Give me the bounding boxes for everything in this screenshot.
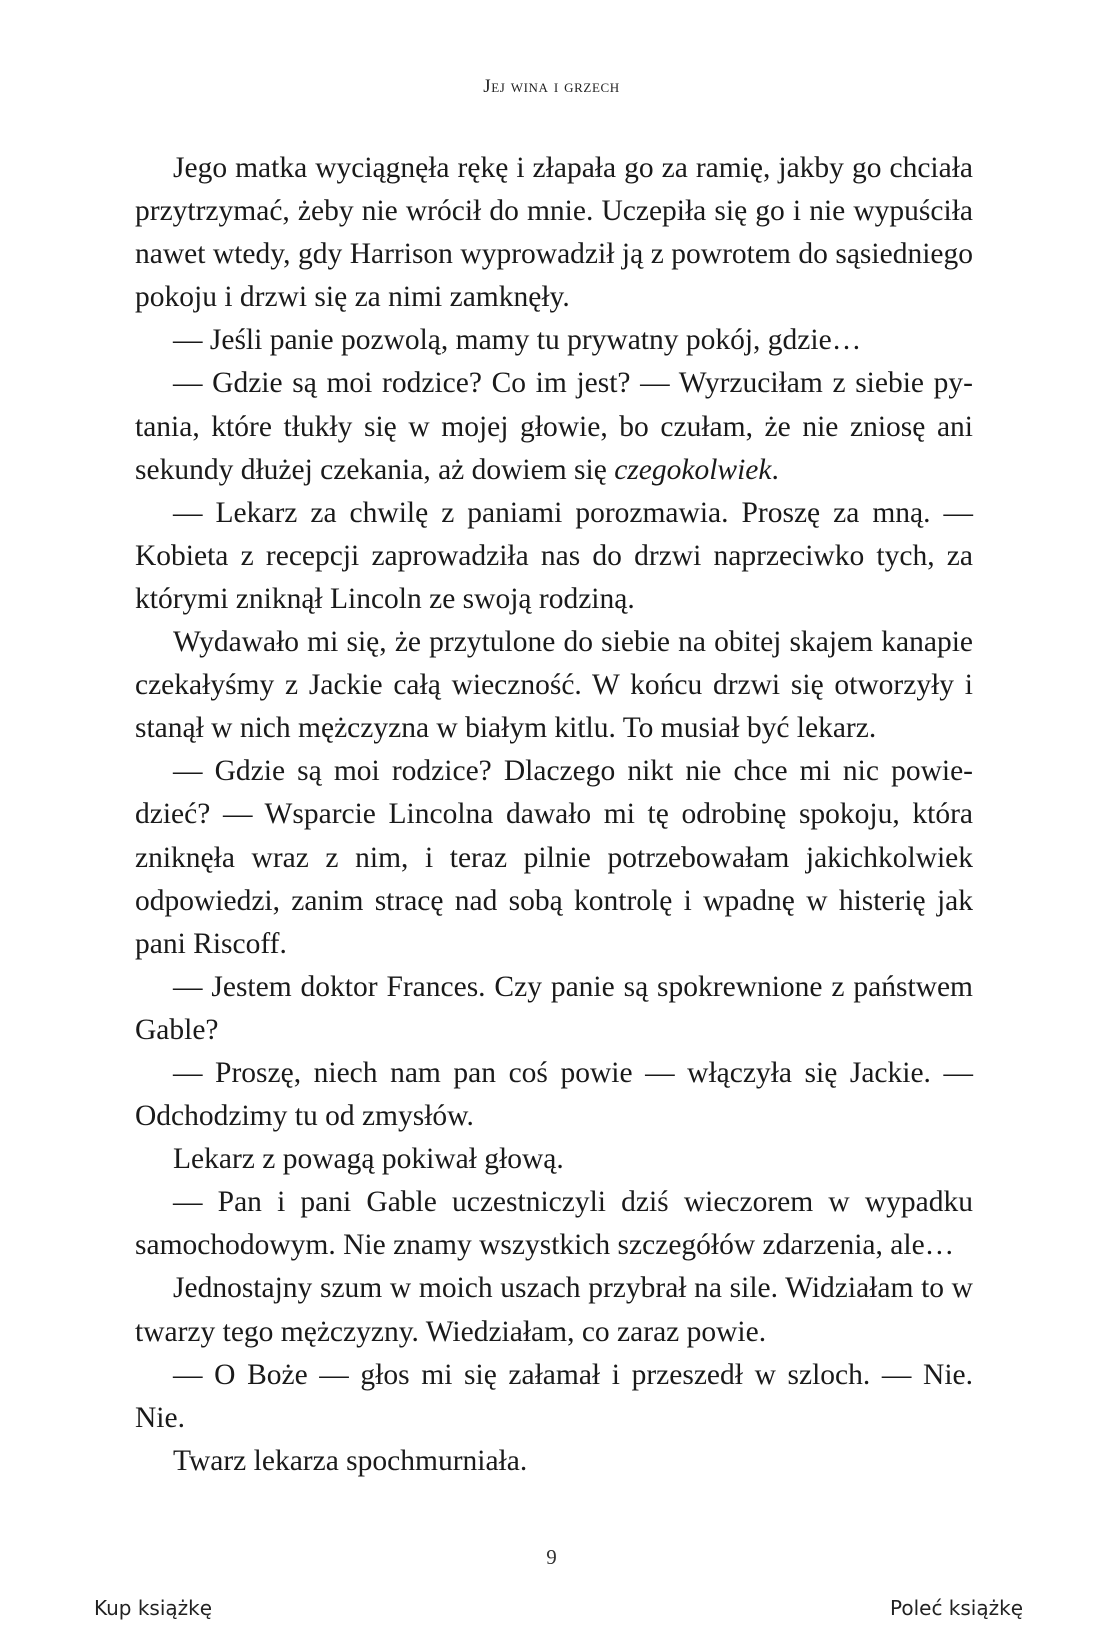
recommend-book-link[interactable]: Poleć książkę <box>890 1596 1023 1620</box>
paragraph: Lekarz z powagą pokiwał głową. <box>173 1143 564 1176</box>
paragraph: — Pan i pani Gable uczestniczyli dziś wieczorem w wypadku samochodowym. Nie znamy wszystkich szczegółów zdarzenia, ale… <box>135 1186 973 1262</box>
paragraph: — Jeśli panie pozwolą, mamy tu prywatny pokój, gdzie… <box>173 324 862 357</box>
paragraph: — Jestem doktor Frances. Czy panie są spokrewnione z państwem Gable? <box>135 970 973 1046</box>
buy-book-link[interactable]: Kup książkę <box>94 1596 213 1620</box>
paragraph: Jednostajny szum w moich uszach przybrał na sile. Widziałam to w twarzy tego mężczyzny. Wiedziałam, co zaraz powie. <box>135 1272 973 1348</box>
paragraph: Twarz lekarza spochmurniała. <box>173 1444 528 1477</box>
page-number: 9 <box>546 1545 557 1569</box>
paragraph: — Proszę, niech nam pan coś powie — włączyła się Jackie. — Odchodzimy tu od zmysłów. <box>135 1056 973 1133</box>
running-head: Jej wina i grzech <box>483 76 620 97</box>
paragraph: — Lekarz za chwilę z paniami porozmawia. Proszę za mną. — Kobieta z recepcji zaprowadziła nas do drzwi naprzeciwko tych, za którymi zniknął Lincoln ze swoją rodziną. <box>135 496 973 615</box>
paragraph: Wydawało mi się, że przytulone do siebie na obitej skajem kanapie czekałyśmy z Jackie całą wieczność. W końcu drzwi się otworzyły i stanął w nich mężczyzna w białym kitlu. To musiał być lekarz. <box>135 626 973 745</box>
paragraph: — O Boże — głos mi się załamał i przeszedł w szloch. — Nie. Nie. <box>135 1358 973 1434</box>
body-text <box>135 147 973 1483</box>
paragraph: — Gdzie są moi rodzice? Dlaczego nikt nie chce mi nic powiedzieć? — Wsparcie Lincolna dawało mi tę odrobinę spokoju, która zniknęła wraz z nim, i teraz pilnie potrzebowałam jakichkolwiek odpowiedzi, zanim stracę nad sobą kontrolę i wpadnę w histerię jak pani Riscoff. <box>135 755 973 960</box>
emphasis: czegokolwiek <box>614 453 772 486</box>
paragraph: Jego matka wyciągnęła rękę i złapała go za ramię, jakby go chciała przytrzymać, żeby nie wrócił do mnie. Uczepiła się go i nie wypuściła nawet wtedy, gdy Harrison wyprowadził ją z powrotem do sąsiedniego pokoju i drzwi się za nimi zamknęły. <box>135 152 973 314</box>
paragraph: — Gdzie są moi rodzice? Co im jest? — Wyrzuciłam z siebie pytania, które tłukły się w mojej głowie, bo czułam, że nie zniosę ani sekundy dłużej czekania, aż dowiem się czegokolwiek. <box>135 367 973 486</box>
